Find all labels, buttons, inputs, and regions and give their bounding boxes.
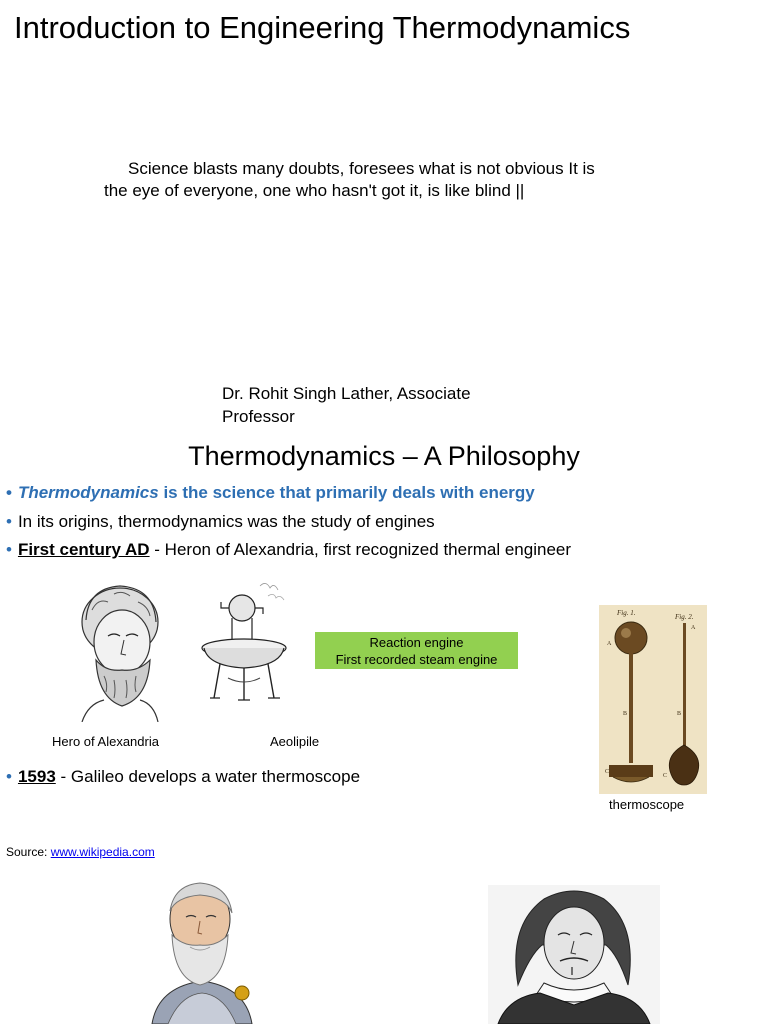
callout-line-2: First recorded steam engine (335, 652, 498, 667)
bullet-dot: • (6, 540, 12, 559)
svg-text:C: C (605, 769, 610, 775)
quote-line-2: the eye of everyone, one who hasn't got it, is like blind || (104, 181, 525, 200)
bullet-dot: • (6, 767, 12, 786)
author-line-1: Dr. Rohit Singh Lather, Associate (222, 384, 471, 403)
section-subtitle: Thermodynamics – A Philosophy (188, 441, 580, 471)
bullet-term: Thermodynamics (17, 483, 159, 502)
bullet-thermodynamics-definition (6, 482, 535, 504)
bullet-term: 1593 (17, 767, 56, 786)
source-label: Source: (6, 845, 51, 859)
thermoscope-fig2-label: Fig. 2. (675, 613, 694, 621)
thermoscope-image (599, 605, 707, 794)
callout-line-1: Reaction engine (369, 635, 464, 650)
source-line (6, 845, 155, 860)
hero-of-alexandria-image (68, 580, 170, 722)
aeolipile-image (198, 578, 298, 720)
guericke-image (488, 885, 660, 1024)
thermoscope-fig1-label: Fig. 1. (617, 609, 636, 617)
svg-text:B: B (623, 711, 628, 717)
svg-text:C: C (663, 773, 668, 779)
svg-text:A: A (607, 641, 612, 647)
bullet-term: First century AD (17, 540, 150, 559)
page-title: Introduction to Engineering Thermodynamics (14, 10, 631, 45)
bullet-text: - Galileo develops a water thermoscope (55, 767, 361, 786)
svg-text:B: B (677, 711, 682, 717)
thermoscope-caption: thermoscope (609, 797, 685, 812)
quote-block (104, 158, 684, 202)
aeolipile-caption: Aeolipile (270, 734, 320, 749)
bullet-dot: • (6, 512, 12, 531)
bullet-first-century (6, 539, 571, 561)
bullet-text: In its origins, thermodynamics was the study of engines (17, 512, 435, 531)
bullet-origins (6, 511, 435, 533)
author-block (222, 382, 542, 428)
author-line-2: Professor (222, 407, 295, 426)
bullet-text: is the science that primarily deals with energy (158, 483, 535, 502)
reaction-engine-callout (315, 632, 518, 669)
svg-text:A: A (691, 625, 696, 631)
bullet-1593-galileo (6, 766, 360, 788)
aristotle-image (128, 877, 276, 1024)
hero-caption: Hero of Alexandria (52, 734, 159, 749)
bullet-text: - Heron of Alexandria, first recognized thermal engineer (149, 540, 572, 559)
bullet-dot: • (6, 483, 12, 502)
quote-line-1: Science blasts many doubts, foresees what is not obvious It is (128, 159, 595, 178)
source-link[interactable]: www.wikipedia.com (50, 845, 155, 859)
